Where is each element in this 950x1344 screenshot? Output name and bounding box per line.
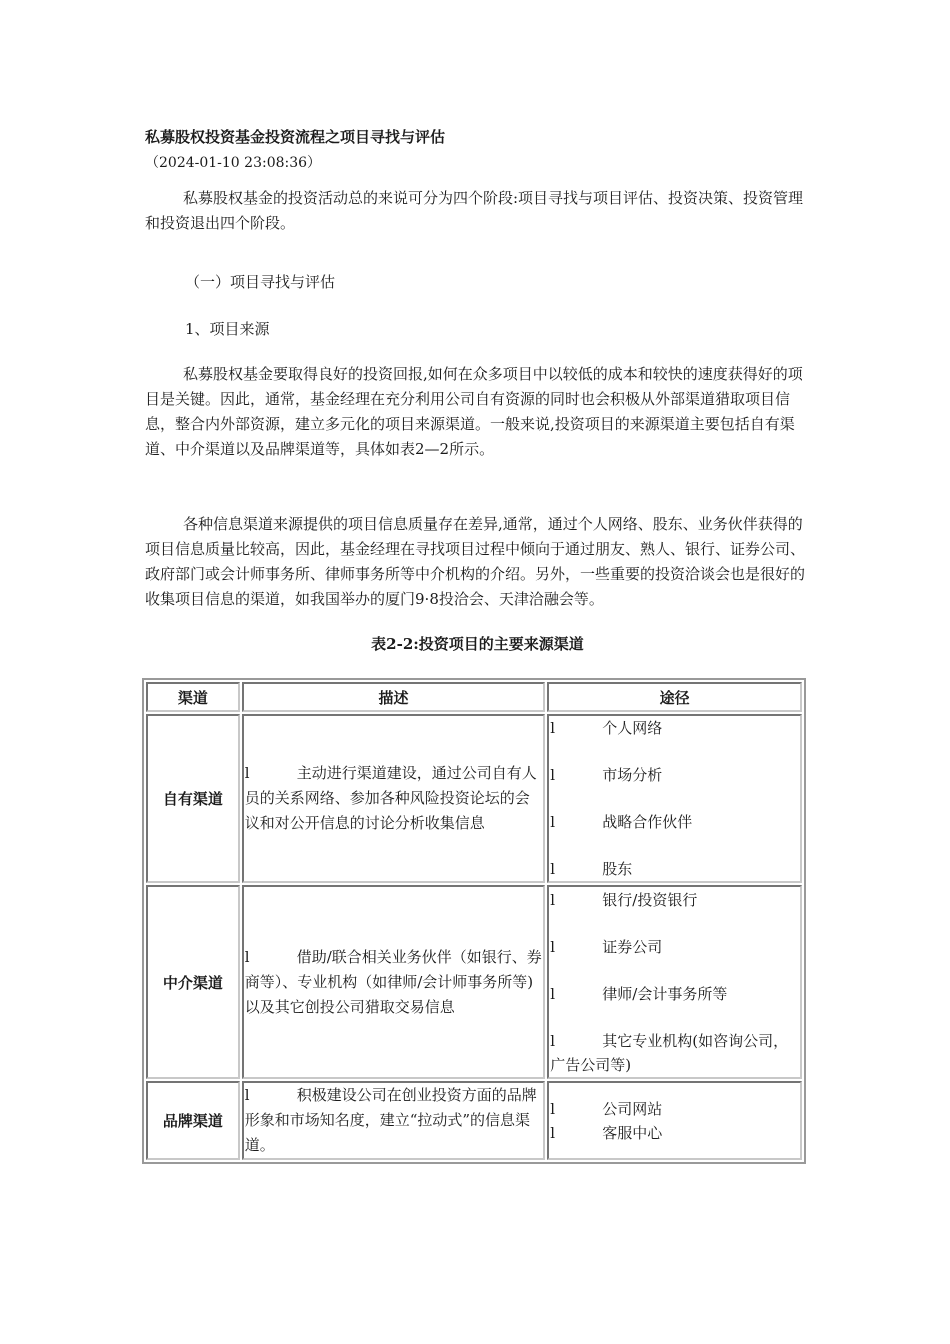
route-item: l 律师/会计事务所等 [550,984,728,1003]
route-cell [547,714,802,883]
table-row [146,714,802,883]
channel-cell: 自有渠道 [146,714,240,883]
description-cell [242,1081,546,1160]
bullet-marker: l [244,1086,250,1104]
route-item: l 公司网站 [550,1099,663,1118]
body-paragraph-2: 各种信息渠道来源提供的项目信息质量存在差异,通常，通过个人网络、股东、业务伙伴获得的项目信息质量比较高，因此，基金经理在寻找项目过程中倾向于通过朋友、熟人、银行、证券公司、政府部门或会计师事务所、律师事务所等中介机构的介绍。另外，一些重要的投资洽谈会也是很好的收集项目信息的渠道，如我国举办的厦门9·8投洽会、天津洽融会等。 [145,515,806,608]
channel-cell: 中介渠道 [146,885,240,1079]
route-item: l 银行/投资银行 [550,890,698,909]
article-title: 私募股权投资基金投资流程之项目寻找与评估 [145,128,446,146]
route-item: l 个人网络 [550,719,663,737]
route-item: l 其它专业机构(如咨询公司，广告公司等) [550,1031,789,1074]
channel-cell: 品牌渠道 [146,1081,240,1160]
section-heading: （一）项目寻找与评估 [185,273,336,291]
table-caption: 表2-2:投资项目的主要来源渠道 [371,635,584,653]
description-text: 主动进行渠道建设，通过公司自有人员的关系网络、参加各种风险投资论坛的会议和对公开信息的讨论分析收集信息 [244,764,537,832]
route-cell [547,1081,802,1160]
subsection-heading: 1、项目来源 [185,320,270,338]
route-item: l 客服中心 [550,1123,663,1142]
description-cell [242,885,546,1079]
source-channels-table [142,678,806,1164]
table-row [146,1081,802,1160]
route-item: l 战略合作伙伴 [550,813,693,831]
bullet-marker: l [244,947,250,966]
table-row [146,885,802,1079]
route-item: l 证券公司 [550,937,663,956]
table-header-row [146,682,802,712]
route-item: l 市场分析 [550,766,663,784]
header-description: 描述 [242,682,546,712]
intro-paragraph: 私募股权基金的投资活动总的来说可分为四个阶段:项目寻找与项目评估、投资决策、投资管理和投资退出四个阶段。 [145,189,804,232]
description-text: 借助/联合相关业务伙伴（如银行、券商等）、专业机构（如律师/会计师事务所等)以及其它创投公司猎取交易信息 [244,947,542,1016]
route-cell [547,885,802,1079]
description-text: 积极建设公司在创业投资方面的品牌形象和市场知名度，建立“拉动式”的信息渠道。 [244,1086,537,1154]
bullet-marker: l [244,764,250,782]
body-paragraph-1: 私募股权基金要取得良好的投资回报,如何在众多项目中以较低的成本和较快的速度获得好的项目是关键。因此，通常，基金经理在充分利用公司自有资源的同时也会积极从外部渠道猎取项目信息，整合内外部资源，建立多元化的项目来源渠道。一般来说,投资项目的来源渠道主要包括自有渠道、中介渠道以及品牌渠道等，具体如表2—2所示。 [145,365,803,458]
header-route: 途径 [547,682,802,712]
route-item: l 股东 [550,860,633,878]
header-channel: 渠道 [146,682,240,712]
description-cell [242,714,546,883]
article-date: （2024-01-10 23:08:36） [145,155,322,171]
